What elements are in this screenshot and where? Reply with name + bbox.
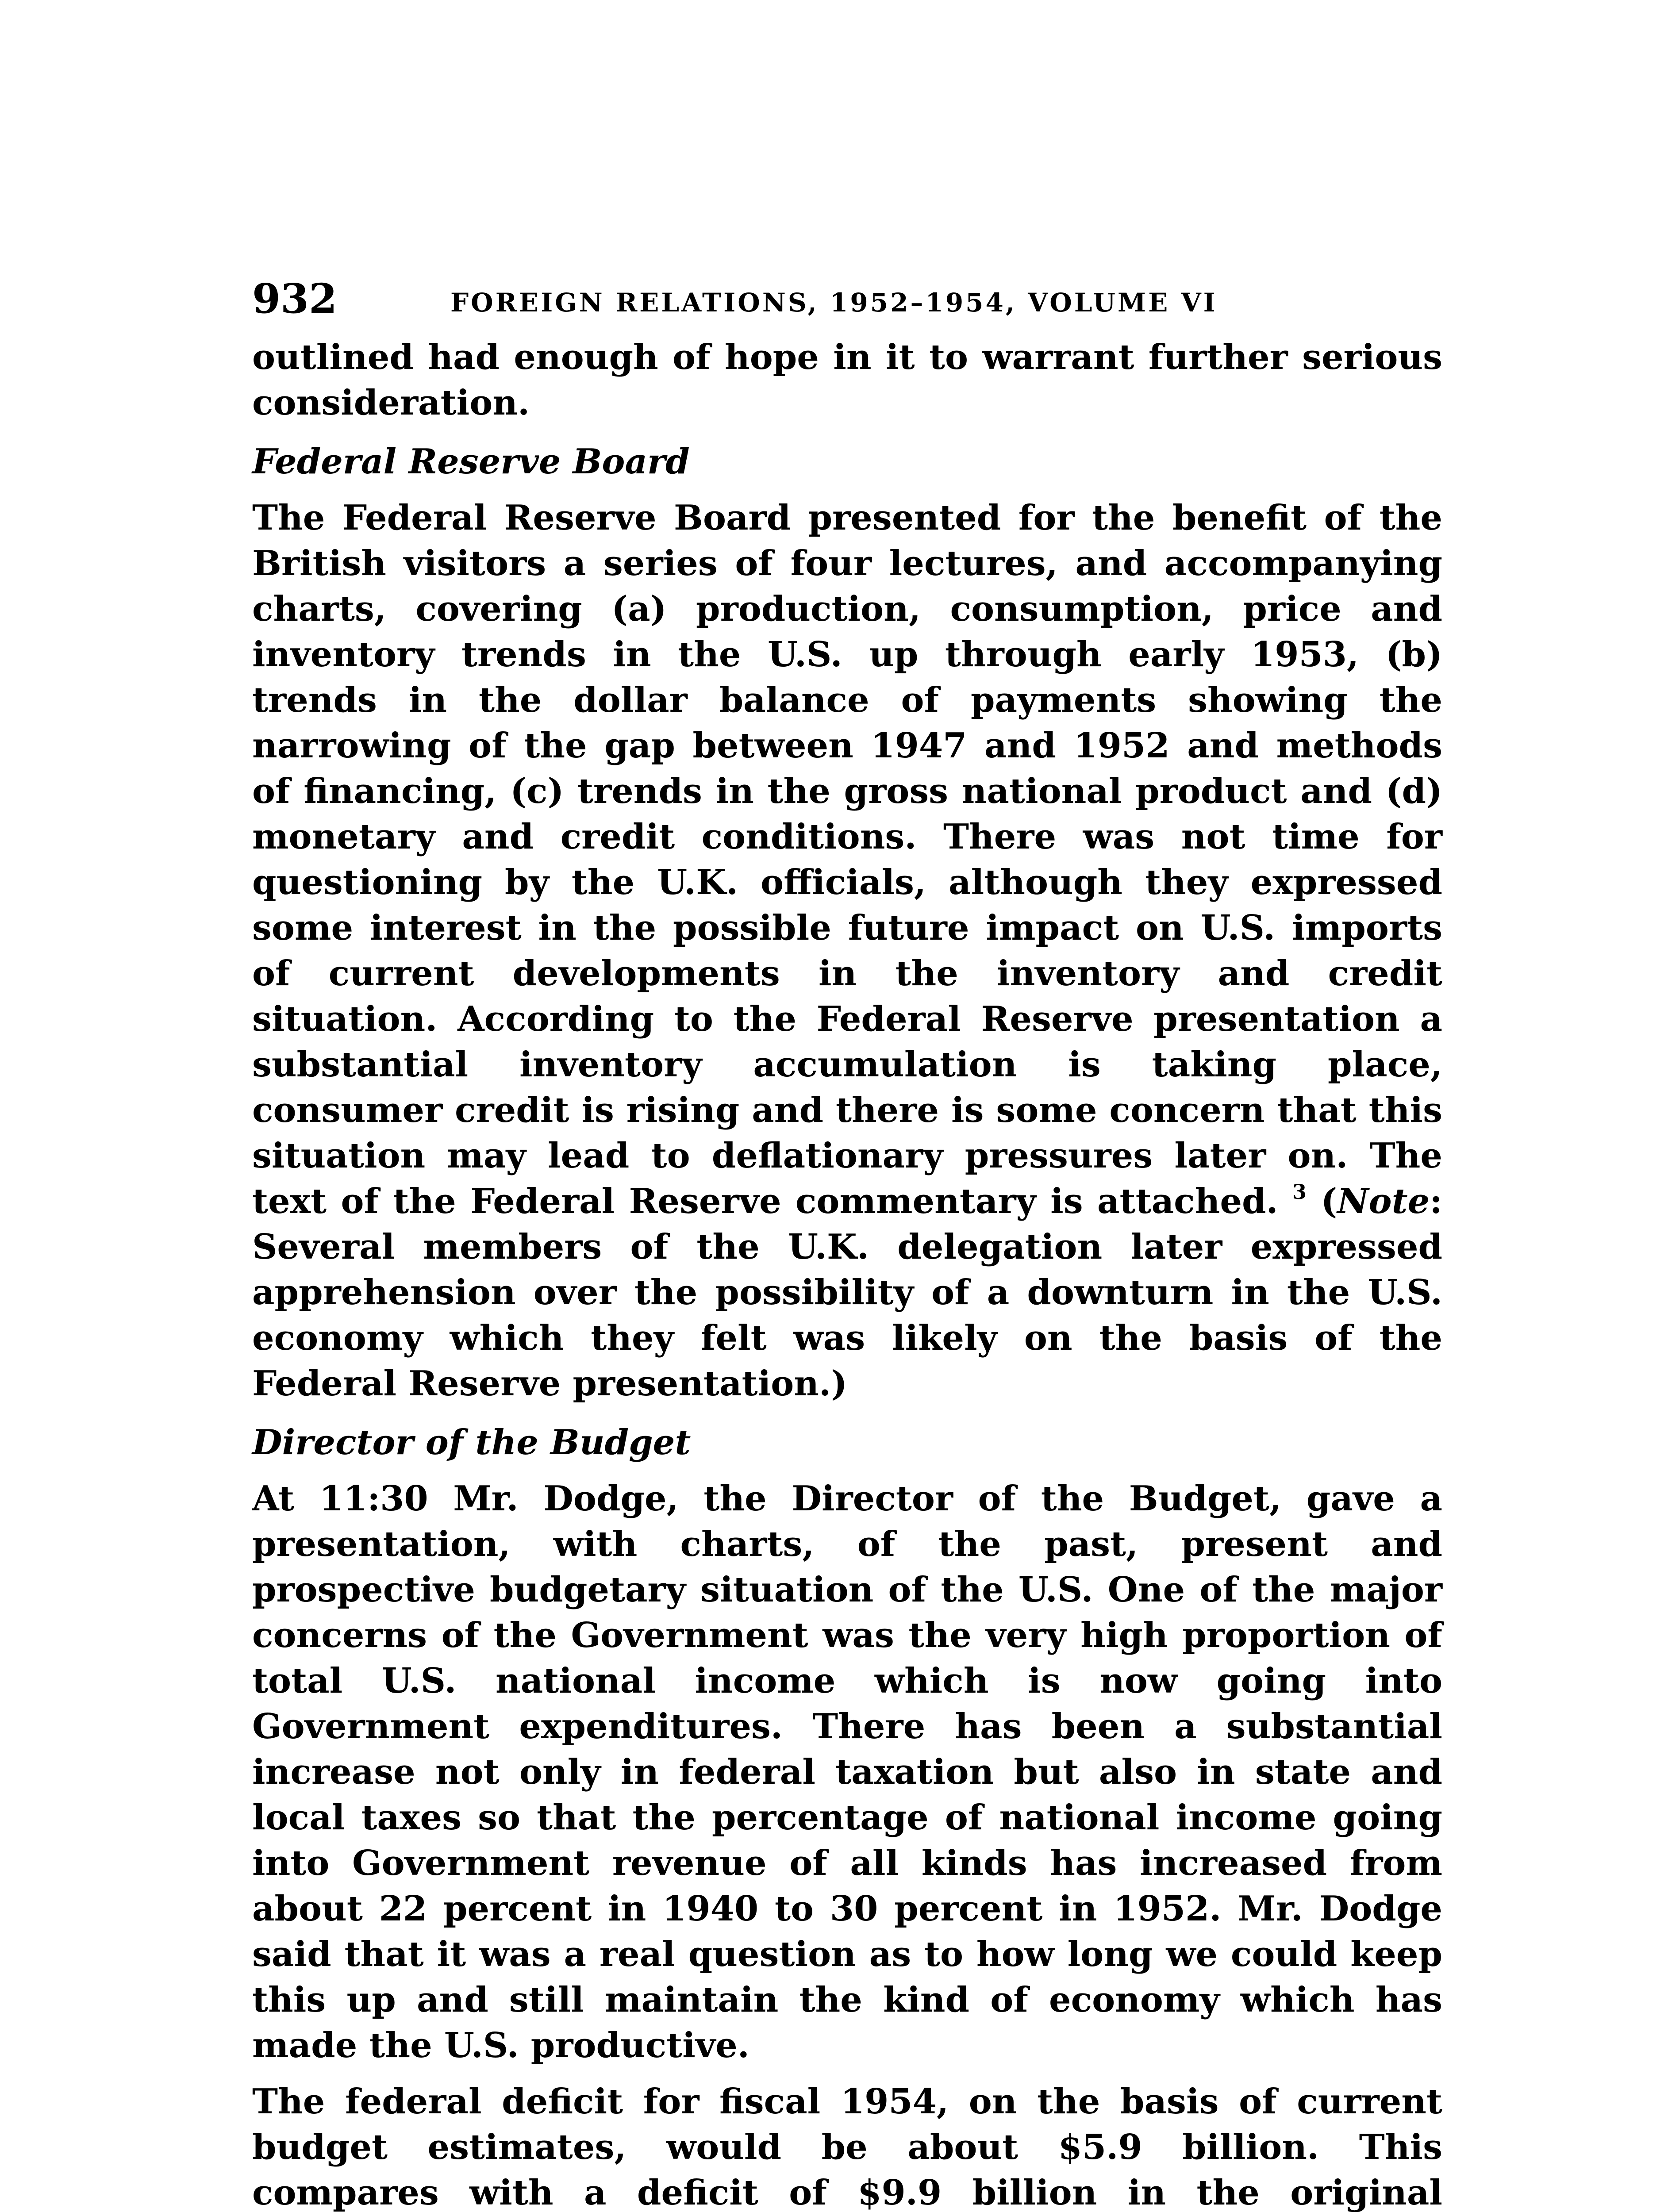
running-title: FOREIGN RELATIONS, 1952–1954, VOLUME VI — [450, 288, 1218, 318]
note-open-paren: ( — [1321, 1181, 1337, 1221]
paragraph-gap — [252, 2068, 1442, 2079]
section-heading-budget: Director of the Budget — [252, 1422, 691, 1463]
budget-paragraph-1: At 11:30 Mr. Dodge, the Director of the Budget, gave a presentation, with charts, of the past, present and prospective budgetary situation of the U.S. One of the major concerns of the Government was the very high proportion of total U.S. national income which is now going into Government expenditures. There has been a substantial increase not only in federal taxation but also in state and local taxes so that the percentage of national income going into Government revenue of all kinds has increased from about 22 percent in 1940 to 30 percent in 1952. Mr. Dodge said that it was a real question as to how long we could keep this up and still maintain the kind of economy which has made the U.S. productive. — [252, 1479, 1442, 2066]
federal-reserve-paragraph — [252, 495, 1442, 1406]
budget-paragraph-2: The federal deficit for fiscal 1954, on the basis of current budget estimates, would be about $5.9 billion. This compares with a deficit of $9.9 billion in the original — [252, 2081, 1442, 2212]
note-label: Note — [1337, 1181, 1430, 1221]
document-page — [252, 274, 1442, 2212]
page-number: 932 — [252, 275, 338, 323]
continuation-paragraph: outlined had enough of hope in it to warrant further serious consideration. — [252, 337, 1442, 423]
federal-reserve-text-part1: The Federal Reserve Board presented for the benefit of the British visitors a series of four lectures, and accompanying charts, covering (a) production, consumption, price and inventory trends in the U.S. up through early 1953, (b) trends in the dollar balance of payments showing the narrowing of the gap between 1947 and 1952 and methods of financing, (c) trends in the gross national product and (d) monetary and credit conditions. There was not time for questioning by the U.K. officials, although they expressed some interest in the possible future impact on U.S. imports of current developments in the inventory and credit situation. According to the Federal Reserve presentation a substantial inventory accumulation is taking place, consumer credit is rising and there is some concern that this situation may lead to deflationary pressures later on. The text of the Federal Reserve commentary is attached. — [252, 498, 1442, 1221]
footnote-reference: 3 — [1292, 1180, 1307, 1204]
section-heading-federal-reserve: Federal Reserve Board — [252, 442, 690, 482]
federal-reserve-text-part2: : Several members of the U.K. delegation later expressed apprehension over the possibility of a downturn in the U.S. economy which they felt was likely on the basis of the Federal Reserve presentation.) — [252, 1181, 1443, 1404]
running-head — [252, 274, 1442, 327]
body-text — [252, 334, 1442, 2212]
